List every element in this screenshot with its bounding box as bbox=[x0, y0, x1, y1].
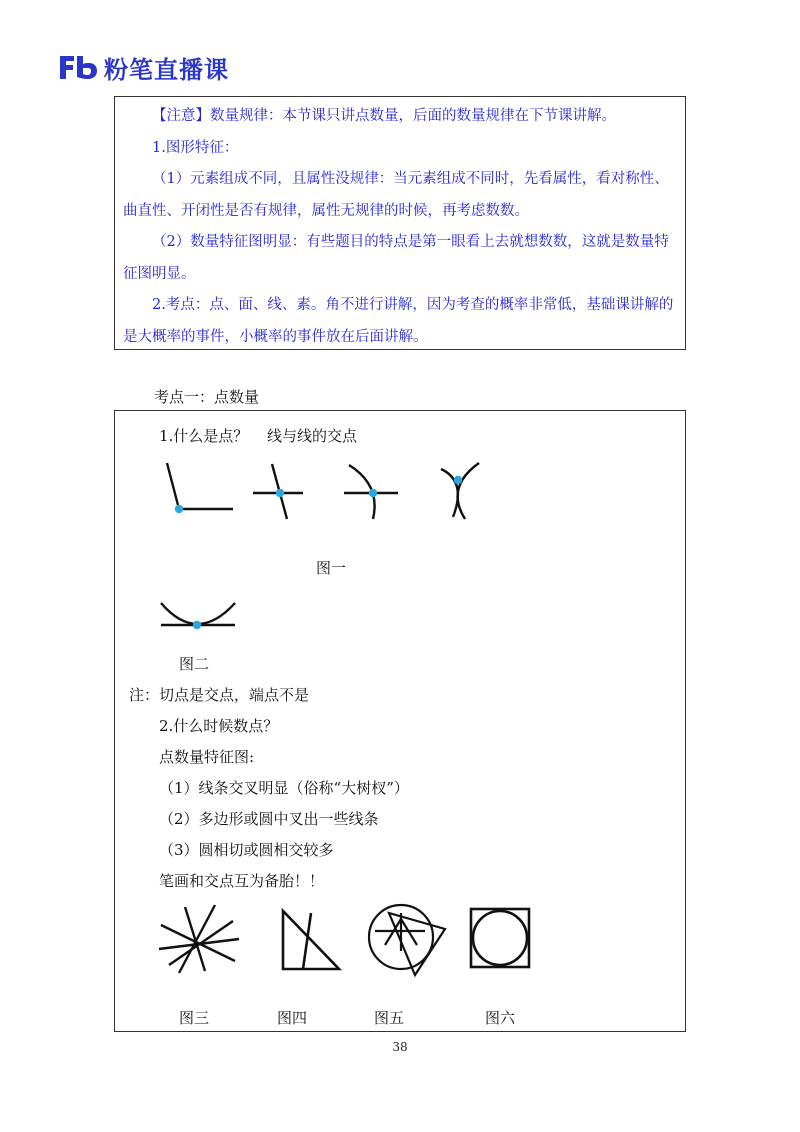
question-1: 1.什么是点？ bbox=[159, 427, 249, 445]
note-paragraph-2: 1.图形特征： bbox=[152, 139, 239, 156]
fb-logo-icon bbox=[58, 53, 98, 81]
feature-item-1: （1）线条交叉明显（俗称“大树杈”） bbox=[159, 779, 409, 797]
note-box bbox=[114, 96, 686, 350]
figure-1-intersections bbox=[155, 457, 495, 527]
figure-4-label: 图四 bbox=[277, 1009, 308, 1027]
feature-item-2: （2）多边形或圆中叉出一些线条 bbox=[159, 810, 379, 828]
figure-5-circle-triangle bbox=[365, 901, 451, 981]
note-line: 注：切点是交点，端点不是 bbox=[129, 686, 310, 704]
note-paragraph-5: 2.考点：点、面、线、素。角不进行讲解，因为考查的概率非常低，基础课讲解的是大概率的事件，小概率的事件放在后面讲解。 bbox=[123, 297, 674, 345]
feature-title: 点数量特征图: bbox=[159, 748, 255, 766]
intersection-dots bbox=[175, 476, 462, 513]
note-paragraph-1: 【注意】数量规律：本节课只讲点数量，后面的数量规律在下节课讲解。 bbox=[152, 108, 616, 124]
figure-2-label: 图二 bbox=[179, 655, 210, 673]
figure-4-triangle bbox=[277, 907, 345, 973]
figure-6-label: 图六 bbox=[485, 1009, 516, 1027]
figure-2-tangent bbox=[155, 597, 245, 637]
page-number: 38 bbox=[392, 1040, 408, 1054]
tip-line: 笔画和交点互为备胎！！ bbox=[159, 872, 325, 890]
content-box bbox=[114, 410, 686, 1032]
note-paragraph-3: （1）元素组成不同，且属性没规律：当元素组成不同时，先看属性，看对称性、曲直性、开闭性是否有规律，属性无规律的时候，再考虑数数。 bbox=[123, 171, 669, 219]
figure-6-circle-in-square bbox=[469, 907, 533, 971]
note-paragraph-4: （2）数量特征图明显：有些题目的特点是第一眼看上去就想数数，这就是数量特征图明显。 bbox=[123, 234, 669, 282]
brand-name: 粉笔直播课 bbox=[104, 55, 229, 84]
figure-1-label: 图一 bbox=[316, 559, 347, 577]
figure-3-branches bbox=[157, 905, 241, 975]
feature-item-3: （3）圆相切或圆相交较多 bbox=[159, 841, 334, 859]
brand-logo bbox=[58, 52, 229, 82]
figure-5-label: 图五 bbox=[374, 1009, 405, 1027]
section-title: 考点一：点数量 bbox=[154, 388, 260, 406]
question-1-answer: 线与线的交点 bbox=[267, 427, 358, 445]
question-2: 2.什么时候数点？ bbox=[159, 717, 279, 735]
figure-3-label: 图三 bbox=[179, 1009, 210, 1027]
tangent-dot bbox=[193, 621, 201, 629]
